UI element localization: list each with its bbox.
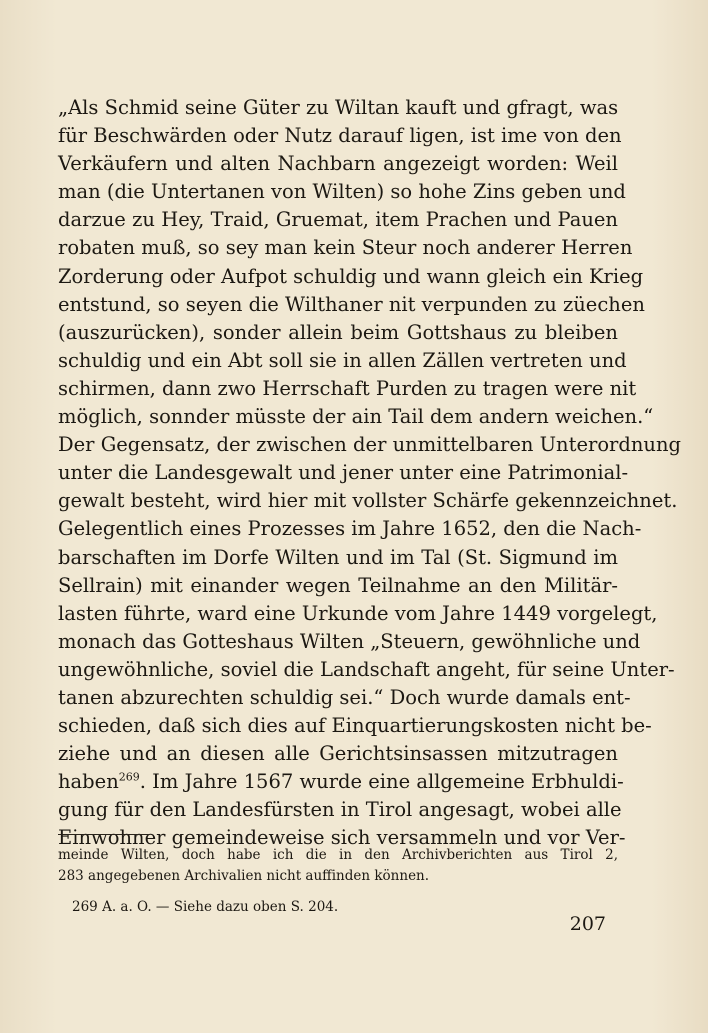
text-line: man (die Untertanen von Wilten) so hohe Zins geben und	[58, 180, 626, 204]
text-line-with-footnote-ref	[58, 768, 624, 796]
text-line: darzue zu Hey, Traid, Gruemat, item Prachen und Pauen	[58, 208, 618, 232]
text-line: gung für den Landesfürsten in Tirol angesagt, wobei alle	[58, 798, 622, 822]
text-line: schieden, daß sich dies auf Einquartierungskosten nicht be-	[58, 714, 652, 738]
text-line: (auszurücken), sonder allein beim Gottshaus zu bleiben	[58, 320, 618, 344]
footnote-line: 283 angegebenen Archivalien nicht auffinden können.	[58, 868, 430, 884]
text-line: Der Gegensatz, der zwischen der unmittelbaren Unterordnung	[58, 433, 682, 457]
text-line: Gelegentlich eines Prozesses im Jahre 1652, den die Nach-	[58, 517, 642, 541]
text-line: ungewöhnliche, soviel die Landschaft angeht, für seine Unter-	[58, 657, 675, 681]
text-line: gewalt besteht, wird hier mit vollster Schärfe gekennzeichnet.	[58, 489, 678, 513]
text-line: monach das Gotteshaus Wilten „Steuern, gewöhnliche und	[58, 629, 641, 653]
text-line: barschaften im Dorfe Wilten und im Tal (St. Sigmund im	[58, 545, 618, 569]
footnote-line: meinde Wilten, doch habe ich die in den Archivberichten aus Tirol 2,	[58, 847, 618, 863]
footnote-number: 269	[72, 899, 98, 915]
text-line: möglich, sonnder müsste der ain Tail dem andern weichen.“	[58, 405, 654, 429]
text-line: für Beschwärden oder Nutz darauf ligen, ist ime von den	[58, 124, 622, 148]
footnote-text: A. a. O. — Siehe dazu oben S. 204.	[102, 899, 339, 915]
text-line: tanen abzurechten schuldig sei.“ Doch wurde damals ent-	[58, 685, 631, 709]
text-line: lasten führte, ward eine Urkunde vom Jahre 1449 vorgelegt,	[58, 601, 658, 625]
text-line: Einwohner gemeindeweise sich versammeln und vor Ver-	[58, 826, 626, 850]
main-text	[58, 94, 682, 853]
text-line: Zorderung oder Aufpot schuldig und wann gleich ein Krieg	[58, 264, 644, 288]
text-line: ziehe und an diesen alle Gerichtsinsassen mitzutragen	[58, 742, 618, 766]
text-line: Sellrain) mit einander wegen Teilnahme an den Militär-	[58, 573, 618, 597]
footnote-divider	[58, 834, 150, 835]
text-line: robaten muß, so sey man kein Steur noch anderer Herren	[58, 236, 633, 260]
text-fragment: . Im Jahre 1567 wurde eine allgemeine Erbhuldi-	[139, 770, 624, 794]
footnotes	[58, 845, 618, 918]
text-line: schirmen, dann zwo Herrschaft Purden zu tragen were nit	[58, 376, 637, 400]
text-line: unter die Landesgewalt und jener unter eine Patrimonial-	[58, 461, 629, 485]
text-fragment: haben	[58, 770, 119, 794]
page-number: 207	[569, 913, 606, 935]
footnote-269	[58, 897, 618, 918]
footnote-reference[interactable]: 269	[118, 770, 140, 784]
text-line: Verkäufern und alten Nachbarn angezeigt worden: Weil	[58, 152, 618, 176]
text-line: entstund, so seyen die Wilthaner nit verpunden zu züechen	[58, 292, 645, 316]
text-line: „Als Schmid seine Güter zu Wiltan kauft und gfragt, was	[58, 96, 619, 119]
text-line: schuldig und ein Abt soll sie in allen Zällen vertreten und	[58, 348, 627, 372]
